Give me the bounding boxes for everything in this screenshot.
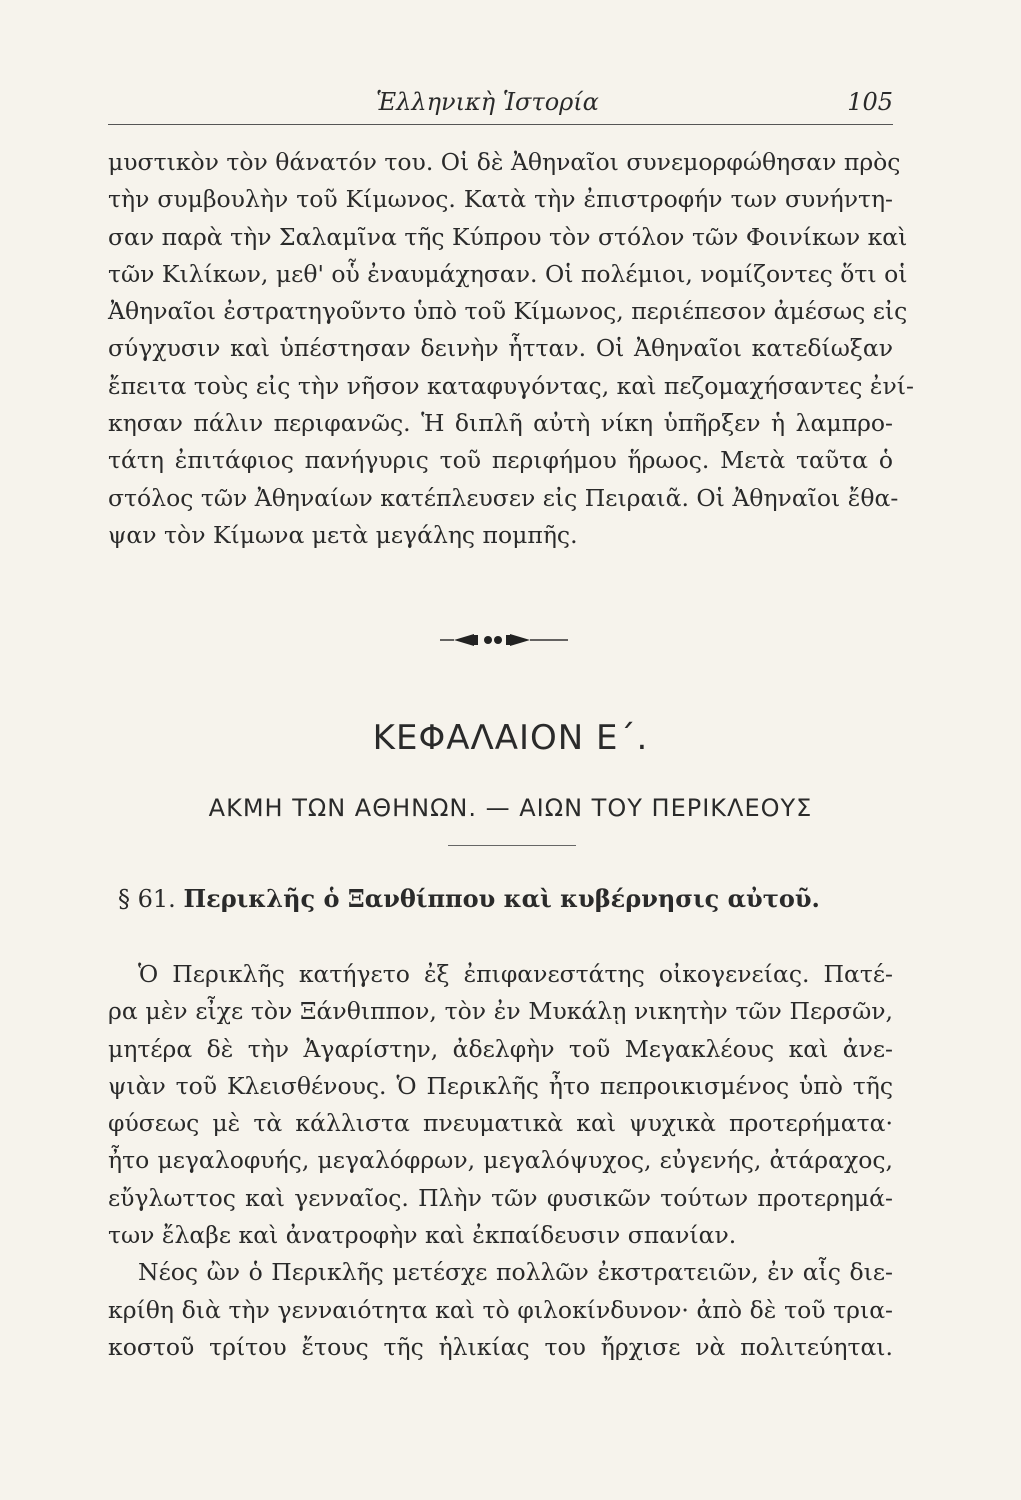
page-number: 105	[847, 88, 893, 116]
text-line: ρα μὲν εἶχε τὸν Ξάνθιππον, τὸν ἐν Μυκάλῃ νικητὴν τῶν Περσῶν,	[108, 997, 893, 1026]
text-line: των ἔλαβε καὶ ἀνατροφὴν καὶ ἐκπαίδευσιν σπανίαν.	[108, 1221, 737, 1250]
ornament-divider	[440, 630, 580, 650]
text-line: στόλος τῶν Ἀθηναίων κατέπλευσεν εἰς Πειραιᾶ. Οἱ Ἀθηναῖοι ἔθα-	[108, 483, 899, 512]
text-line: φύσεως μὲ τὰ κάλλιστα πνευματικὰ καὶ ψυχικὰ προτερήματα·	[108, 1109, 893, 1138]
chapter-title: ΚΕΦΑΛΑΙΟΝ Ε΄.	[372, 718, 649, 758]
text-line: εὔγλωττος καὶ γενναῖος. Πλὴν τῶν φυσικῶν τούτων προτερημά-	[108, 1183, 893, 1212]
text-line: ψιὰν τοῦ Κλεισθένους. Ὁ Περικλῆς ἦτο πεπροικισμένος ὑπὸ τῆς	[108, 1071, 893, 1100]
text-line: τῶν Κιλίκων, μεθ' οὗ ἐναυμάχησαν. Οἱ πολέμιοι, νομίζοντες ὅτι οἱ	[108, 259, 908, 288]
text-line: κρίθη διὰ τὴν γενναιότητα καὶ τὸ φιλοκίνδυνον· ἀπὸ δὲ τοῦ τρια-	[108, 1295, 893, 1324]
text-line: τάτη ἐπιτάφιος πανήγυρις τοῦ περιφήμου ἥρωος. Μετὰ ταῦτα ὁ	[108, 446, 893, 475]
chapter-subtitle: ΑΚΜΗ ΤΩΝ ΑΘΗΝΩΝ. — ΑΙΩΝ ΤΟΥ ΠΕΡΙΚΛΕΟΥΣ	[208, 794, 813, 822]
text-line: σαν παρὰ τὴν Σαλαμῖνα τῆς Κύπρου τὸν στόλον τῶν Φοινίκων καὶ	[108, 222, 908, 251]
text-line: Ὁ Περικλῆς κατήγετο ἐξ ἐπιφανεστάτης οἰκογενείας. Πατέ-	[138, 960, 893, 988]
section-heading	[118, 884, 908, 913]
text-line: τὴν συμβουλὴν τοῦ Κίμωνος. Κατὰ τὴν ἐπιστροφήν των συνήντη-	[108, 185, 893, 214]
header-rule	[108, 124, 893, 125]
text-line: μυστικὸν τὸν θάνατόν του. Οἱ δὲ Ἀθηναῖοι συνεμορφώθησαν πρὸς	[108, 148, 901, 176]
text-line: μητέρα δὲ τὴν Ἀγαρίστην, ἀδελφὴν τοῦ Μεγακλέους καὶ ἀνε-	[108, 1034, 893, 1063]
section-number: § 61.	[118, 885, 176, 913]
text-line: ἔπειτα τοὺς εἰς τὴν νῆσον καταφυγόντας, καὶ πεζομαχήσαντες ἐνί-	[108, 371, 914, 400]
text-line: σύγχυσιν καὶ ὑπέστησαν δεινὴν ἧτταν. Οἱ Ἀθηναῖοι κατεδίωξαν	[108, 334, 893, 363]
paragraph-1	[108, 144, 914, 554]
text-line: ἦτο μεγαλοφυής, μεγαλόφρων, μεγαλόψυχος, εὐγενής, ἀτάραχος,	[108, 1146, 893, 1175]
text-line: ψαν τὸν Κίμωνα μετὰ μεγάλης πομπῆς.	[108, 520, 578, 549]
text-line: κοστοῦ τρίτου ἔτους τῆς ἡλικίας του ἤρχισε νὰ πολιτεύηται.	[108, 1332, 893, 1361]
running-head	[108, 88, 893, 122]
text-line: Νέος ὢν ὁ Περικλῆς μετέσχε πολλῶν ἐκστρατειῶν, ἐν αἷς διε-	[138, 1258, 893, 1287]
text-line: κησαν πάλιν περιφανῶς. Ἡ διπλῆ αὐτὴ νίκη ὑπῆρξεν ἡ λαμπρο-	[108, 409, 893, 438]
running-title: Ἑλληνικὴ Ἱστορία	[376, 88, 599, 116]
section-title: Περικλῆς ὁ Ξανθίππου καὶ κυβέρνησις αὐτοῦ.	[183, 884, 820, 913]
text-line: Ἀθηναῖοι ἐστρατηγοῦντο ὑπὸ τοῦ Κίμωνος, περιέπεσον ἀμέσως εἰς	[108, 297, 908, 326]
paragraph-2	[108, 956, 893, 1366]
chapter-rule	[448, 845, 576, 846]
